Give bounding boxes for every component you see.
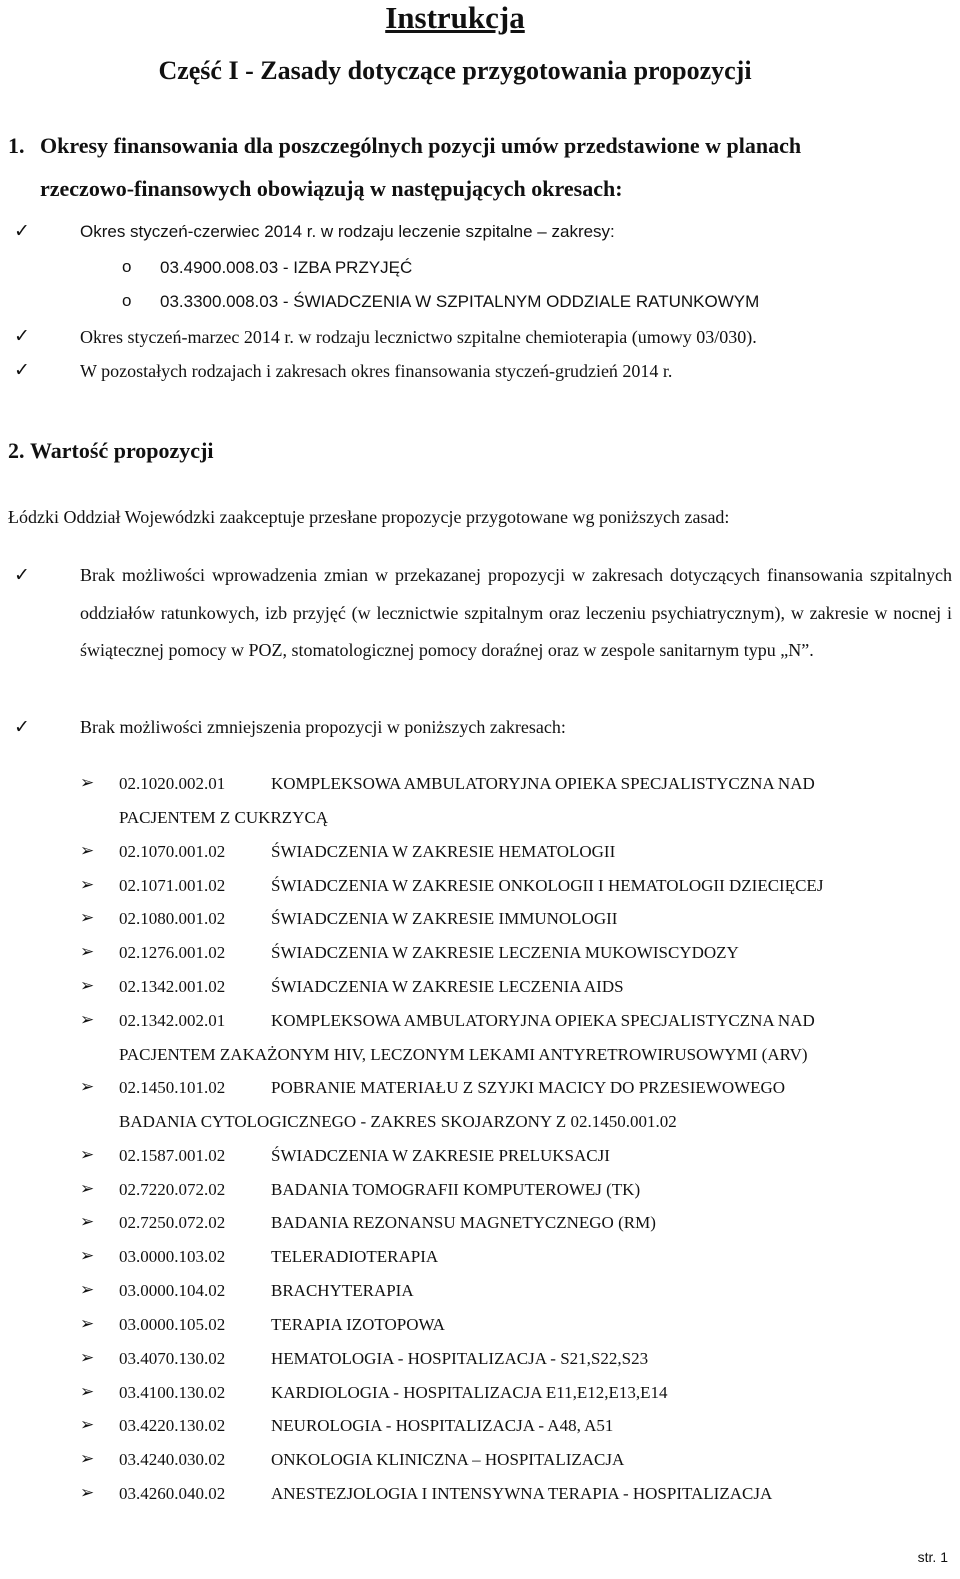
- arrow-bullet-icon: ➢: [80, 1314, 95, 1334]
- range-code: 02.1020.002.01: [119, 774, 226, 793]
- arrow-bullet-icon: ➢: [80, 1415, 95, 1435]
- range-code: 03.4220.130.02: [119, 1416, 226, 1435]
- range-description-cont: PACJENTEM Z CUKRZYCĄ: [119, 808, 329, 827]
- range-description: TELERADIOTERAPIA: [271, 1247, 439, 1266]
- range-description-cont: PACJENTEM ZAKAŻONYM HIV, LECZONYM LEKAMI ANTYRETROWIRUSOWYMI (ARV): [119, 1045, 808, 1064]
- range-description: POBRANIE MATERIAŁU Z SZYJKI MACICY DO PRZESIEWOWEGO: [271, 1078, 786, 1097]
- arrow-bullet-icon: ➢: [80, 841, 95, 861]
- checkmark-icon: ✓: [14, 716, 30, 738]
- arrow-bullet-icon: ➢: [80, 1246, 95, 1266]
- range-item: 03.4900.008.03 - IZBA PRZYJĘĆ: [160, 258, 413, 277]
- checkmark-icon: ✓: [14, 564, 30, 586]
- range-code: 03.4260.040.02: [119, 1484, 226, 1503]
- range-code: 03.0000.103.02: [119, 1247, 226, 1266]
- document-subtitle: Część I - Zasady dotyczące przygotowania propozycji: [158, 56, 752, 85]
- section-1-heading-cont: [40, 167, 623, 210]
- range-description: ŚWIADCZENIA W ZAKRESIE HEMATOLOGII: [271, 842, 616, 861]
- section-heading-line: Okresy finansowania dla poszczególnych pozycji umów przedstawione w planach: [40, 133, 802, 158]
- range-description: ONKOLOGIA KLINICZNA – HOSPITALIZACJA: [271, 1450, 625, 1469]
- section-2-heading: [8, 438, 214, 464]
- range-description: ŚWIADCZENIA W ZAKRESIE IMMUNOLOGII: [271, 909, 618, 928]
- arrow-bullet-icon: ➢: [80, 908, 95, 928]
- range-code: 02.7250.072.02: [119, 1213, 226, 1232]
- range-description-cont: BADANIA CYTOLOGICZNEGO - ZAKRES SKOJARZONY Z 02.1450.001.02: [119, 1112, 677, 1131]
- arrow-bullet-icon: ➢: [80, 1179, 95, 1199]
- range-description: BRACHYTERAPIA: [271, 1281, 414, 1300]
- arrow-bullet-icon: ➢: [80, 1145, 95, 1165]
- range-item: 03.3300.008.03 - ŚWIADCZENIA W SZPITALNYM ODDZIALE RATUNKOWYM: [160, 292, 760, 311]
- rule-paragraph: Brak możliwości wprowadzenia zmian w przekazanej propozycji w zakresach dotyczących finansowania szpitalnych oddziałów ratunkowych, izb przyjęć (w lecznictwie szpitalnym oraz leczeniu psychiatrycznym), w zakresie w nocnej i świątecznej pomocy w POZ, stomatologicznej pomocy doraźnej oraz w zespole sanitarnym typu „N”.: [80, 565, 952, 661]
- arrow-bullet-icon: ➢: [80, 875, 95, 895]
- range-code: 02.1450.101.02: [119, 1078, 226, 1097]
- checkmark-icon: ✓: [14, 325, 30, 347]
- section-number: 1.: [8, 133, 25, 158]
- range-description: NEUROLOGIA - HOSPITALIZACJA - A48, A51: [271, 1416, 614, 1435]
- range-description: KARDIOLOGIA - HOSPITALIZACJA E11,E12,E13,E14: [271, 1383, 668, 1402]
- section-heading-line: rzeczowo-finansowych obowiązują w następujących okresach:: [40, 176, 623, 201]
- arrow-bullet-icon: ➢: [80, 1077, 95, 1097]
- arrow-bullet-icon: ➢: [80, 1483, 95, 1503]
- section-1-heading: [8, 124, 801, 167]
- section-number: 2.: [8, 438, 25, 463]
- range-description: KOMPLEKSOWA AMBULATORYJNA OPIEKA SPECJALISTYCZNA NAD: [271, 774, 815, 793]
- checkmark-icon: ✓: [14, 359, 30, 381]
- range-description: ŚWIADCZENIA W ZAKRESIE LECZENIA MUKOWISCYDOZY: [271, 943, 739, 962]
- period-item: Okres styczeń-czerwiec 2014 r. w rodzaju leczenie szpitalne – zakresy:: [80, 222, 615, 241]
- arrow-bullet-icon: ➢: [80, 1212, 95, 1232]
- arrow-bullet-icon: ➢: [80, 942, 95, 962]
- arrow-bullet-icon: ➢: [80, 1280, 95, 1300]
- range-description: ŚWIADCZENIA W ZAKRESIE LECZENIA AIDS: [271, 977, 624, 996]
- checkmark-icon: ✓: [14, 220, 30, 242]
- rule-paragraph: Brak możliwości zmniejszenia propozycji w poniższych zakresach:: [80, 717, 566, 737]
- document-title: Instrukcja: [385, 0, 525, 35]
- page-number: str. 1: [917, 1549, 948, 1565]
- arrow-bullet-icon: ➢: [80, 1348, 95, 1368]
- circle-bullet-icon: o: [122, 291, 132, 310]
- range-code: 02.1071.001.02: [119, 876, 226, 895]
- range-code: 02.1276.001.02: [119, 943, 226, 962]
- intro-paragraph: Łódzki Oddział Wojewódzki zaakceptuje przesłane propozycje przygotowane wg poniższych zasad:: [8, 507, 730, 527]
- range-code: 02.1080.001.02: [119, 909, 226, 928]
- range-code: 02.1342.001.02: [119, 977, 226, 996]
- range-description: TERAPIA IZOTOPOWA: [271, 1315, 445, 1334]
- range-description: ŚWIADCZENIA W ZAKRESIE PRELUKSACJI: [271, 1146, 610, 1165]
- arrow-bullet-icon: ➢: [80, 976, 95, 996]
- range-code: 03.4100.130.02: [119, 1383, 226, 1402]
- section-heading: Wartość propozycji: [30, 438, 214, 463]
- range-description: KOMPLEKSOWA AMBULATORYJNA OPIEKA SPECJALISTYCZNA NAD: [271, 1011, 815, 1030]
- range-code: 03.4070.130.02: [119, 1349, 226, 1368]
- range-description: BADANIA REZONANSU MAGNETYCZNEGO (RM): [271, 1213, 656, 1232]
- range-code: 02.7220.072.02: [119, 1180, 226, 1199]
- period-item: W pozostałych rodzajach i zakresach okres finansowania styczeń-grudzień 2014 r.: [80, 361, 673, 381]
- range-code: 03.4240.030.02: [119, 1450, 226, 1469]
- circle-bullet-icon: o: [122, 257, 132, 276]
- period-item: Okres styczeń-marzec 2014 r. w rodzaju lecznictwo szpitalne chemioterapia (umowy 03/030).: [80, 327, 757, 347]
- arrow-bullet-icon: ➢: [80, 1010, 95, 1030]
- range-code: 03.0000.104.02: [119, 1281, 226, 1300]
- range-code: 03.0000.105.02: [119, 1315, 226, 1334]
- range-description: HEMATOLOGIA - HOSPITALIZACJA - S21,S22,S23: [271, 1349, 649, 1368]
- range-code: 02.1342.002.01: [119, 1011, 226, 1030]
- arrow-bullet-icon: ➢: [80, 773, 95, 793]
- range-code: 02.1070.001.02: [119, 842, 226, 861]
- range-code: 02.1587.001.02: [119, 1146, 226, 1165]
- arrow-bullet-icon: ➢: [80, 1449, 95, 1469]
- arrow-bullet-icon: ➢: [80, 1382, 95, 1402]
- range-description: ŚWIADCZENIA W ZAKRESIE ONKOLOGII I HEMATOLOGII DZIECIĘCEJ: [271, 876, 824, 895]
- range-description: BADANIA TOMOGRAFII KOMPUTEROWEJ (TK): [271, 1180, 641, 1199]
- range-description: ANESTEZJOLOGIA I INTENSYWNA TERAPIA - HOSPITALIZACJA: [271, 1484, 773, 1503]
